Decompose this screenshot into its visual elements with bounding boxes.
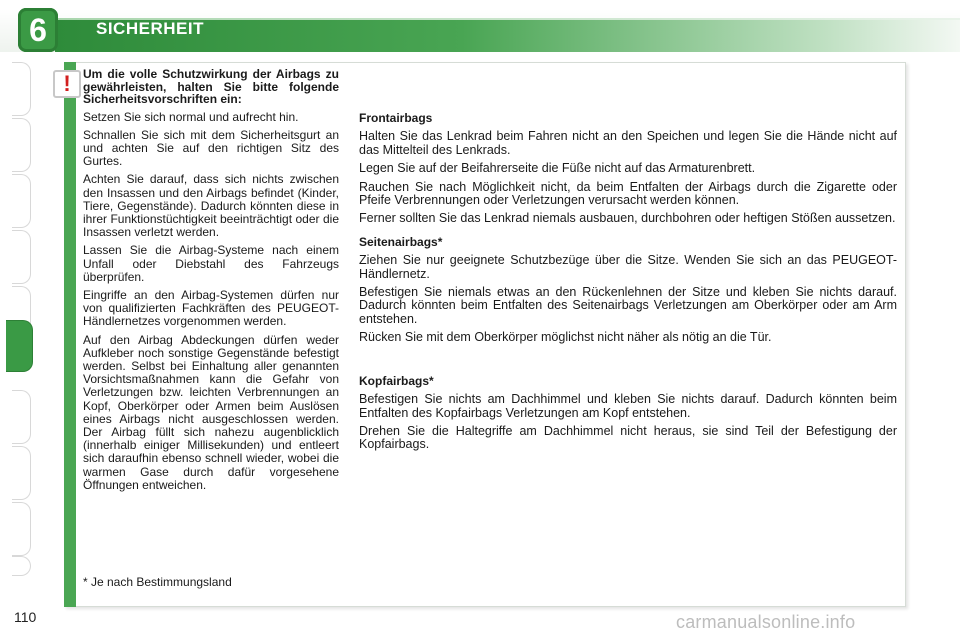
section-paragraph: Legen Sie auf der Beifahrerseite die Füße nicht auf das Armaturenbrett. xyxy=(359,161,756,176)
section-paragraph: Rauchen Sie nach Möglichkeit nicht, da beim Entfalten der Airbags durch die Zigarette oder Pfeife Verbrennungen oder Verletzungen verursacht werden können. xyxy=(359,179,897,208)
section-heading-frontairbags: Frontairbags xyxy=(359,111,433,125)
left-paragraph: Eingriffe an den Airbag-Systemen dürfen nur von qualifizierten Fachkräften des PEUGEOT-Händlernetzes vorgenommen werden. xyxy=(83,287,339,329)
section-paragraph: Ferner sollten Sie das Lenkrad niemals ausbauen, durchbohren oder heftigen Stößen aussetzen. xyxy=(359,211,896,226)
left-paragraph: Auf den Airbag Abdeckungen dürfen weder Aufkleber noch sonstige Gegenstände befestigt werden. Selbst bei Einhaltung aller genannten Vorsichtsmaßnahmen kann die Gefahr von Verletzungen bzw. leichten Verbrennungen an Kopf, Oberkörper oder Armen beim Auslösen eines Airbags nicht ausgeschlossen werden. Der Airbag füllt sich nahezu augenblicklich (innerhalb einiger Millisekunden) und entleert sich daraufhin ebenso schnell wieder, wobei die warmen Gase durch dafür vorgesehene Öffnungen entweichen. xyxy=(83,332,339,492)
safety-rules-title: Um die volle Schutzwirkung der Airbags zu gewährleisten, halten Sie bitte folgende Sicherheitsvorschriften ein: xyxy=(83,67,339,106)
watermark: carmanualsonline.info xyxy=(676,612,856,632)
section-paragraph: Befestigen Sie nichts am Dachhimmel und kleben Sie nichts darauf. Dadurch könnten beim Entfalten des Kopfairbags Verletzungen am Kopf entstehen. xyxy=(359,392,897,420)
chapter-tab-10[interactable] xyxy=(12,556,31,576)
chapter-tab-1[interactable] xyxy=(12,62,31,116)
chapter-tab-4[interactable] xyxy=(12,230,31,284)
chapter-tab-7[interactable] xyxy=(12,390,31,444)
section-paragraph: Befestigen Sie niemals etwas an den Rückenlehnen der Sitze und kleben Sie nichts darauf. Dadurch könnten beim Entfalten des Seitenairbags Verletzungen am Oberkörper oder am Arm entstehen. xyxy=(359,285,897,326)
footnote: * Je nach Bestimmungsland xyxy=(83,575,232,589)
chapter-tab-9[interactable] xyxy=(12,502,31,556)
left-paragraph: Lassen Sie die Airbag-Systeme nach einem Unfall oder Diebstahl des Fahrzeugs überprüfen. xyxy=(83,243,339,284)
chapter-tab-2[interactable] xyxy=(12,118,31,172)
left-paragraph: Setzen Sie sich normal und aufrecht hin. xyxy=(83,109,299,124)
section-heading-kopfairbags: Kopfairbags* xyxy=(359,373,434,388)
exclamation-warning-icon: ! xyxy=(63,71,71,96)
left-column xyxy=(83,68,339,497)
right-column xyxy=(359,112,897,457)
page-number: 110 xyxy=(14,609,37,625)
panel-green-stripe xyxy=(64,62,76,607)
chapter-number: 6 xyxy=(29,12,47,48)
chapter-tab-6-active[interactable] xyxy=(6,320,33,372)
chapter-tab-3[interactable] xyxy=(12,174,31,228)
warning-icon-box xyxy=(53,70,81,98)
page-header xyxy=(0,0,960,52)
left-paragraph: Achten Sie darauf, dass sich nichts zwischen den Insassen und den Airbags befindet (Kinder, Tiere, Gegenstände). Dadurch könnten diese in ihrer Funktionstüchtigkeit beeinträchtigt oder die Insassen verletzt werden. xyxy=(83,172,339,240)
section-heading-seitenairbags: Seitenairbags* xyxy=(359,234,443,249)
section-paragraph: Rücken Sie mit dem Oberkörper möglichst nicht näher als nötig an die Tür. xyxy=(359,330,772,345)
chapter-tab-8[interactable] xyxy=(12,446,31,500)
left-paragraph: Schnallen Sie sich mit dem Sicherheitsgurt an und achten Sie auf den richtigen Sitz des Gurtes. xyxy=(83,127,339,169)
chapter-badge xyxy=(18,8,58,52)
section-paragraph: Ziehen Sie nur geeignete Schutzbezüge über die Sitze. Wenden Sie sich an das PEUGEOT-Händlernetz. xyxy=(359,253,897,281)
section-paragraph: Drehen Sie die Haltegriffe am Dachhimmel nicht heraus, sie sind Teil der Befestigung der Kopfairbags. xyxy=(359,423,897,452)
section-paragraph: Halten Sie das Lenkrad beim Fahren nicht an den Speichen und legen Sie die Hände nicht auf das Mittelteil des Lenkrads. xyxy=(359,129,897,157)
chapter-tabs xyxy=(0,62,34,582)
chapter-title: SICHERHEIT xyxy=(96,19,204,38)
